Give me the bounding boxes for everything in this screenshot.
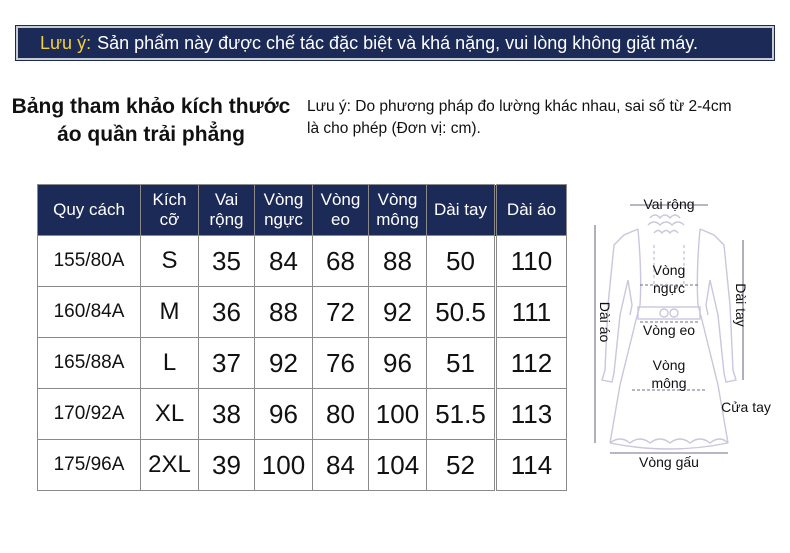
table-cell: 38 bbox=[199, 389, 255, 440]
label-hip-1: Vòng bbox=[652, 357, 686, 373]
table-cell: 100 bbox=[255, 440, 313, 491]
table-body bbox=[38, 236, 567, 491]
table-cell: 92 bbox=[369, 287, 427, 338]
label-length: Dài áo bbox=[597, 301, 613, 343]
table-cell: 68 bbox=[313, 236, 369, 287]
table-cell: 35 bbox=[199, 236, 255, 287]
table-cell: 84 bbox=[313, 440, 369, 491]
table-cell: L bbox=[141, 338, 199, 389]
garment-diagram bbox=[580, 185, 785, 485]
table-cell: 100 bbox=[369, 389, 427, 440]
column-header bbox=[38, 185, 141, 236]
table-cell: S bbox=[141, 236, 199, 287]
table-row bbox=[38, 236, 567, 287]
label-sleeve: Dài tay bbox=[733, 283, 749, 327]
table-cell: 88 bbox=[255, 287, 313, 338]
note-line-1: Lưu ý: Do phương pháp đo lường khác nhau, sai số từ 2-4cm bbox=[307, 98, 732, 115]
label-hem: Vòng gấu bbox=[639, 454, 699, 470]
column-header-line: cỡ bbox=[159, 210, 180, 229]
size-table bbox=[37, 184, 567, 491]
column-header-line: eo bbox=[331, 210, 350, 229]
label-waist: Vòng eo bbox=[642, 322, 696, 338]
notice-text: Sản phẩm này được chế tác đặc biệt và khá nặng, vui lòng không giặt máy. bbox=[97, 32, 698, 53]
table-cell: 111 bbox=[496, 287, 567, 338]
title-line-2: áo quần trải phẳng bbox=[57, 123, 245, 146]
table-cell: 170/92A bbox=[38, 389, 141, 440]
label-chest-1: Vòng bbox=[652, 262, 686, 278]
page-title bbox=[6, 93, 296, 149]
table-cell: 110 bbox=[496, 236, 567, 287]
measurement-note bbox=[307, 96, 777, 140]
table-row bbox=[38, 389, 567, 440]
table-cell: 113 bbox=[496, 389, 567, 440]
table-cell: 160/84A bbox=[38, 287, 141, 338]
table-cell: 84 bbox=[255, 236, 313, 287]
column-header-line: Quy cách bbox=[53, 200, 125, 219]
column-header-line: rộng bbox=[209, 210, 244, 229]
table-row bbox=[38, 440, 567, 491]
label-shoulder: Vai rộng bbox=[643, 196, 695, 212]
title-line-1: Bảng tham khảo kích thước bbox=[11, 95, 291, 118]
table-cell: 104 bbox=[369, 440, 427, 491]
table-row bbox=[38, 338, 567, 389]
table-cell: 114 bbox=[496, 440, 567, 491]
table-cell: 92 bbox=[255, 338, 313, 389]
table-cell: 39 bbox=[199, 440, 255, 491]
table-cell: 37 bbox=[199, 338, 255, 389]
table-cell: 2XL bbox=[141, 440, 199, 491]
note-line-2: là cho phép (Đơn vị: cm). bbox=[307, 120, 481, 137]
table-cell: 76 bbox=[313, 338, 369, 389]
table-cell: 50 bbox=[427, 236, 496, 287]
column-header-line: mông bbox=[376, 210, 419, 229]
column-header bbox=[255, 185, 313, 236]
table-cell: 36 bbox=[199, 287, 255, 338]
table-cell: 112 bbox=[496, 338, 567, 389]
label-chest-2: ngực bbox=[653, 280, 685, 296]
table-cell: 88 bbox=[369, 236, 427, 287]
table-cell: XL bbox=[141, 389, 199, 440]
table-cell: M bbox=[141, 287, 199, 338]
label-hip-2: mông bbox=[651, 375, 687, 391]
table-cell: 175/96A bbox=[38, 440, 141, 491]
table-cell: 155/80A bbox=[38, 236, 141, 287]
column-header-line: Dài tay bbox=[434, 200, 487, 219]
table-cell: 165/88A bbox=[38, 338, 141, 389]
column-header bbox=[427, 185, 496, 236]
column-header bbox=[369, 185, 427, 236]
column-header bbox=[496, 185, 567, 236]
column-header-line: Vòng bbox=[320, 190, 361, 209]
label-cuff: Cửa tay bbox=[721, 399, 771, 415]
column-header-line: ngực bbox=[264, 210, 303, 229]
column-header-line: Vòng bbox=[263, 190, 304, 209]
table-cell: 50.5 bbox=[427, 287, 496, 338]
column-header bbox=[141, 185, 199, 236]
table-header-row bbox=[38, 185, 567, 236]
column-header-line: Vai bbox=[214, 190, 239, 209]
notice-label: Lưu ý: bbox=[40, 32, 92, 53]
table-cell: 72 bbox=[313, 287, 369, 338]
table-cell: 96 bbox=[369, 338, 427, 389]
table-cell: 80 bbox=[313, 389, 369, 440]
table-row bbox=[38, 287, 567, 338]
column-header-line: Vòng bbox=[377, 190, 418, 209]
notice-banner bbox=[16, 26, 774, 60]
table-cell: 52 bbox=[427, 440, 496, 491]
table-cell: 96 bbox=[255, 389, 313, 440]
column-header-line: Kích bbox=[152, 190, 187, 209]
table-cell: 51.5 bbox=[427, 389, 496, 440]
column-header bbox=[313, 185, 369, 236]
table-cell: 51 bbox=[427, 338, 496, 389]
column-header-line: Dài áo bbox=[506, 200, 557, 219]
column-header bbox=[199, 185, 255, 236]
